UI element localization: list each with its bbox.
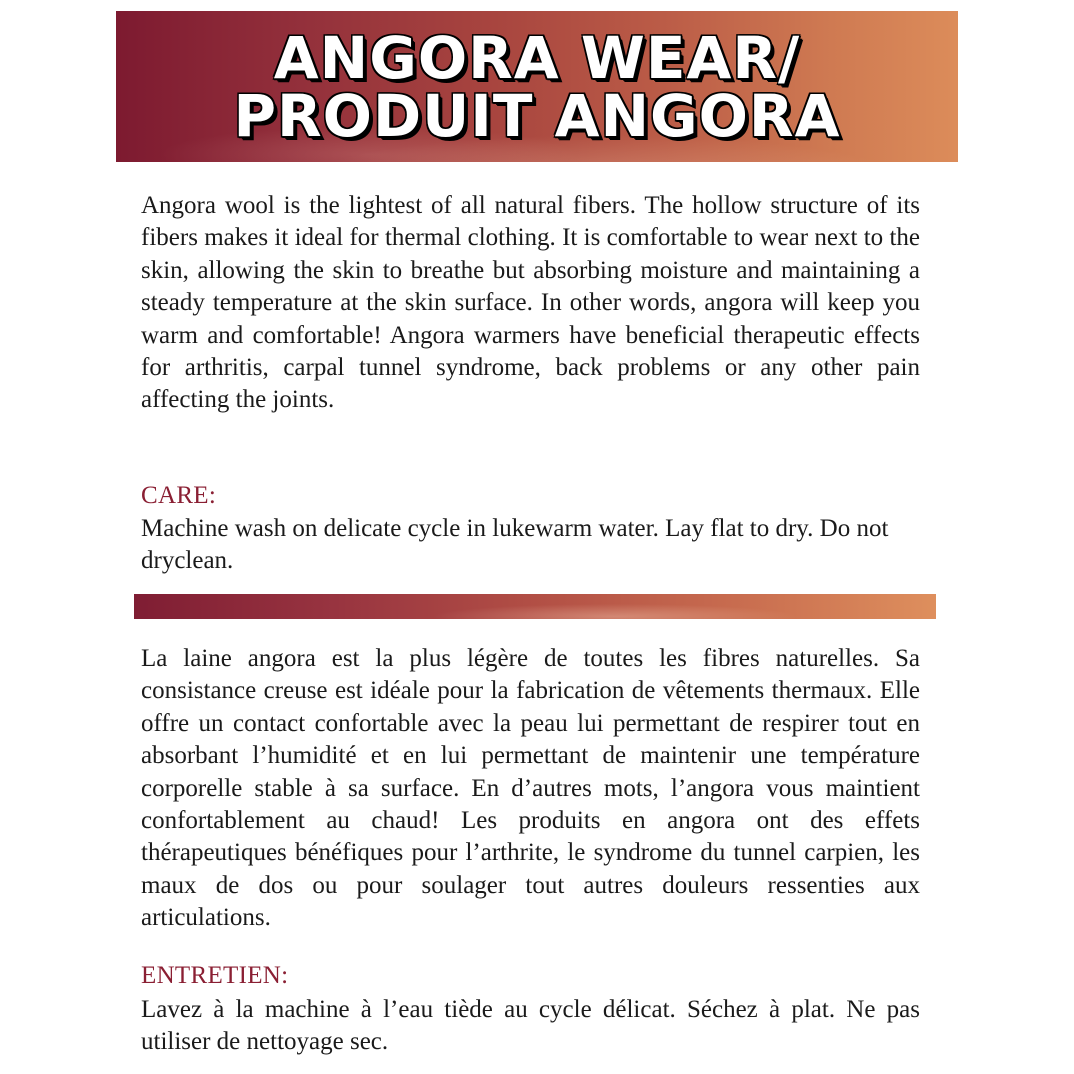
title-line-french: PRODUIT ANGORA [233,82,841,150]
care-heading: CARE: [141,482,217,509]
title-banner [116,11,958,162]
title-line-english: ANGORA WEAR/ [273,24,801,92]
section-divider [134,594,936,619]
entretien-instructions: Lavez à la machine à l’eau tiède au cycle délicat. Séchez à plat. Ne pas utiliser de nettoyage sec. [141,996,920,1056]
page-title [116,24,958,150]
french-description: La laine angora est la plus légère de toutes les fibres naturelles. Sa consistance creuse est idéale pour la fabrication de vêtements thermaux. Elle offre un contact confortable avec la peau lui permettant de respirer tout en absorbant l’humidité et en lui permettant de maintenir une température corporelle stable à sa surface. En d’autres mots, l’angora vous maintient confortablement au chaud! Les produits en angora ont des effets thérapeutiques bénéfiques pour l’arthrite, le syndrome du tunnel carpien, les maux de dos ou pour soulager tout autres douleurs ressenties aux articulations. [141,645,920,932]
english-description: Angora wool is the lightest of all natural fibers. The hollow structure of its fibers makes it ideal for thermal clothing. It is comfortable to wear next to the skin, allowing the skin to breathe but absorbing moisture and maintaining a steady temperature at the skin surface. In other words, angora will keep you warm and comfortable! Angora warmers have beneficial therapeutic effects for arthritis, carpal tunnel syndrome, back problems or any other pain affecting the joints. [141,192,920,414]
entretien-heading: ENTRETIEN: [141,962,289,989]
care-instructions: Machine wash on delicate cycle in lukewarm water. Lay flat to dry. Do not dryclean. [141,515,889,575]
